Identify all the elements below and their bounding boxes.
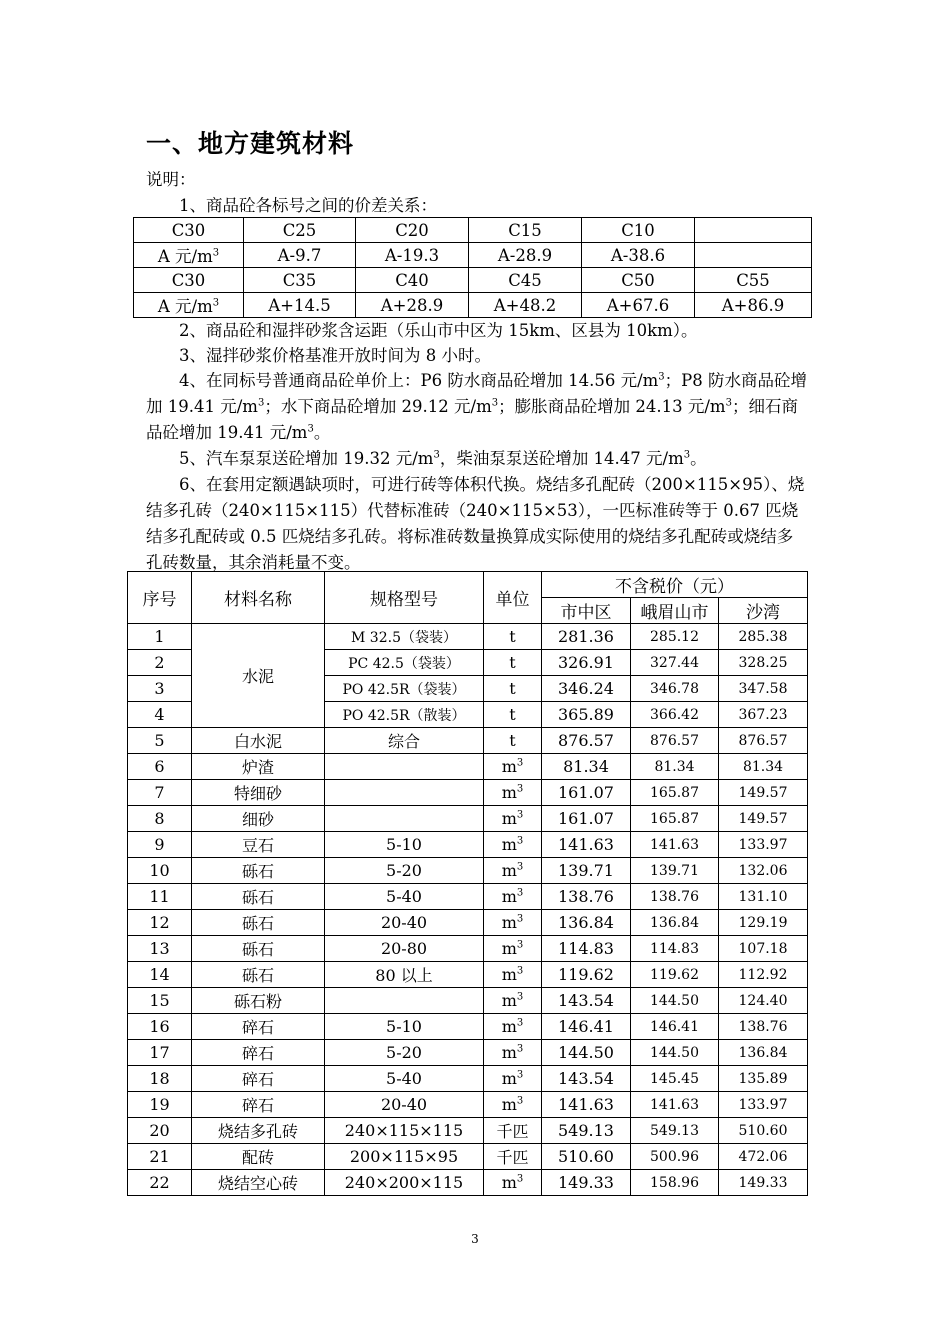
cell-p3: 149.57 bbox=[719, 806, 808, 832]
table-row bbox=[128, 936, 808, 962]
cell-seq: 3 bbox=[128, 676, 192, 702]
table-row bbox=[128, 832, 808, 858]
table-row bbox=[128, 1066, 808, 1092]
cell-p1: 136.84 bbox=[542, 910, 631, 936]
cell-spec: PO 42.5R（袋装） bbox=[325, 676, 484, 702]
cell-name: 砾石 bbox=[192, 936, 325, 962]
concrete-grade-table bbox=[133, 217, 812, 318]
page-number: 3 bbox=[471, 1232, 479, 1246]
cell-spec: 5-40 bbox=[325, 884, 484, 910]
cell-unit: t bbox=[484, 624, 542, 650]
cell-p2: 327.44 bbox=[631, 650, 719, 676]
cell-name: 砾石 bbox=[192, 962, 325, 988]
material-price-table bbox=[127, 571, 808, 1196]
cell-unit: t bbox=[484, 702, 542, 728]
cell-unit: t bbox=[484, 676, 542, 702]
header-region: 市中区 bbox=[542, 598, 631, 624]
table-cell: C35 bbox=[244, 268, 356, 293]
cell-spec: 综合 bbox=[325, 728, 484, 754]
table-row bbox=[128, 754, 808, 780]
cell-unit: 千匹 bbox=[484, 1118, 542, 1144]
cell-p2: 366.42 bbox=[631, 702, 719, 728]
cell-seq: 15 bbox=[128, 988, 192, 1014]
cell-p3: 876.57 bbox=[719, 728, 808, 754]
cell-unit: 千匹 bbox=[484, 1144, 542, 1170]
note-2: 2、商品砼和湿拌砂浆含运距（乐山市中区为 15km、区县为 10km）。 bbox=[179, 321, 698, 340]
cell-unit: $m^3$ bbox=[484, 832, 542, 858]
cell-seq: 9 bbox=[128, 832, 192, 858]
cell-seq: 5 bbox=[128, 728, 192, 754]
cell-spec: 5-10 bbox=[325, 832, 484, 858]
header-name: 材料名称 bbox=[192, 572, 325, 624]
cell-name: 细砂 bbox=[192, 806, 325, 832]
cell-seq: 21 bbox=[128, 1144, 192, 1170]
cell-p3: 149.33 bbox=[719, 1170, 808, 1196]
cell-p1: 141.63 bbox=[542, 1092, 631, 1118]
cell-spec bbox=[325, 780, 484, 806]
cell-name: 砾石 bbox=[192, 910, 325, 936]
cell-unit: $m^3$ bbox=[484, 1066, 542, 1092]
cell-spec: PC 42.5（袋装） bbox=[325, 650, 484, 676]
table-row bbox=[128, 962, 808, 988]
cell-spec: 240×200×115 bbox=[325, 1170, 484, 1196]
cell-p2: 81.34 bbox=[631, 754, 719, 780]
cell-p1: 143.54 bbox=[542, 1066, 631, 1092]
cell-seq: 1 bbox=[128, 624, 192, 650]
cell-p1: 876.57 bbox=[542, 728, 631, 754]
cell-spec: 5-20 bbox=[325, 1040, 484, 1066]
table-row bbox=[128, 858, 808, 884]
cell-p3: 367.23 bbox=[719, 702, 808, 728]
note-3: 3、湿拌砂浆价格基准开放时间为 8 小时。 bbox=[179, 346, 491, 365]
cell-p3: 124.40 bbox=[719, 988, 808, 1014]
cell-seq: 22 bbox=[128, 1170, 192, 1196]
cell-spec bbox=[325, 754, 484, 780]
header-region: 峨眉山市 bbox=[631, 598, 719, 624]
cell-unit: $m^3$ bbox=[484, 1170, 542, 1196]
cell-p2: 119.62 bbox=[631, 962, 719, 988]
cell-p2: 138.76 bbox=[631, 884, 719, 910]
cell-unit: t bbox=[484, 650, 542, 676]
cell-p2: 165.87 bbox=[631, 806, 719, 832]
cell-p1: 161.07 bbox=[542, 780, 631, 806]
cell-spec bbox=[325, 806, 484, 832]
cell-p3: 135.89 bbox=[719, 1066, 808, 1092]
table-row bbox=[128, 806, 808, 832]
cell-unit: $m^3$ bbox=[484, 858, 542, 884]
cell-p3: 112.92 bbox=[719, 962, 808, 988]
note-1: 1、商品砼各标号之间的价差关系： bbox=[179, 196, 437, 215]
cell-unit: t bbox=[484, 728, 542, 754]
note-6: 6、在套用定额遇缺项时，可进行砖等体积代换。烧结多孔配砖（200×115×95）、烧结多孔砖（240×115×115）代替标准砖（240×115×53），一匹标准砖等于 0.67 匹烧结多孔配砖或 0.5 匹烧结多孔砖。将标准砖数量换算成实际使用的烧结多孔配砖或烧结多孔砖数量，其余消耗量不变。 bbox=[146, 475, 805, 572]
table-row bbox=[134, 268, 812, 293]
cell-p1: 143.54 bbox=[542, 988, 631, 1014]
cell-name: 豆石 bbox=[192, 832, 325, 858]
cell-p2: 549.13 bbox=[631, 1118, 719, 1144]
cell-p1: 281.36 bbox=[542, 624, 631, 650]
table-row bbox=[128, 1170, 808, 1196]
table-row bbox=[134, 243, 812, 268]
cell-p3: 328.25 bbox=[719, 650, 808, 676]
table-cell: A+48.2 bbox=[469, 293, 582, 318]
cell-p2: 141.63 bbox=[631, 832, 719, 858]
cell-p1: 510.60 bbox=[542, 1144, 631, 1170]
cell-p1: 161.07 bbox=[542, 806, 631, 832]
note-4: 4、在同标号普通商品砼单价上：P6 防水商品砼增加 14.56 元$/m^3$；P8 防水商品砼增加 19.41 元$/m^3$；水下商品砼增加 29.12 元$/m^3$；膨胀商品砼增加 24.13 元$/m^3$；细石商品砼增加 19.41 元$/m^3$。 bbox=[146, 371, 808, 442]
cell-p1: 146.41 bbox=[542, 1014, 631, 1040]
cell-spec: M 32.5（袋装） bbox=[325, 624, 484, 650]
cell-name: 砾石粉 bbox=[192, 988, 325, 1014]
cell-seq: 18 bbox=[128, 1066, 192, 1092]
table-row bbox=[128, 1144, 808, 1170]
cell-p3: 129.19 bbox=[719, 910, 808, 936]
cell-p1: 549.13 bbox=[542, 1118, 631, 1144]
table-row bbox=[128, 1040, 808, 1066]
cell-p2: 136.84 bbox=[631, 910, 719, 936]
cell-p3: 132.06 bbox=[719, 858, 808, 884]
table-row bbox=[134, 293, 812, 318]
cell-p3: 510.60 bbox=[719, 1118, 808, 1144]
cell-p3: 133.97 bbox=[719, 832, 808, 858]
cell-seq: 2 bbox=[128, 650, 192, 676]
table-cell: A+14.5 bbox=[244, 293, 356, 318]
cell-unit: $m^3$ bbox=[484, 1092, 542, 1118]
cell-seq: 12 bbox=[128, 910, 192, 936]
cell-name: 砾石 bbox=[192, 858, 325, 884]
cell-name: 烧结空心砖 bbox=[192, 1170, 325, 1196]
table-cell: C30 bbox=[134, 268, 244, 293]
cell-name: 配砖 bbox=[192, 1144, 325, 1170]
cell-seq: 4 bbox=[128, 702, 192, 728]
cell-p1: 138.76 bbox=[542, 884, 631, 910]
cell-spec: 5-20 bbox=[325, 858, 484, 884]
cell-spec: 200×115×95 bbox=[325, 1144, 484, 1170]
cell-seq: 17 bbox=[128, 1040, 192, 1066]
cell-p1: 81.34 bbox=[542, 754, 631, 780]
table-cell: C30 bbox=[134, 218, 244, 243]
table-cell: A-19.3 bbox=[356, 243, 469, 268]
cell-spec: 5-10 bbox=[325, 1014, 484, 1040]
table-row bbox=[128, 884, 808, 910]
intro-label: 说明： bbox=[146, 170, 196, 189]
cell-seq: 7 bbox=[128, 780, 192, 806]
cell-p3: 138.76 bbox=[719, 1014, 808, 1040]
table-row bbox=[128, 1118, 808, 1144]
cell-seq: 6 bbox=[128, 754, 192, 780]
cell-spec: 5-40 bbox=[325, 1066, 484, 1092]
cell-p2: 141.63 bbox=[631, 1092, 719, 1118]
cell-p1: 114.83 bbox=[542, 936, 631, 962]
table-cell bbox=[695, 243, 812, 268]
section-title: 一、地方建筑材料 bbox=[146, 129, 355, 158]
header-unit: 单位 bbox=[484, 572, 542, 624]
cell-name: 特细砂 bbox=[192, 780, 325, 806]
cell-p1: 149.33 bbox=[542, 1170, 631, 1196]
header-spec: 规格型号 bbox=[325, 572, 484, 624]
cell-seq: 20 bbox=[128, 1118, 192, 1144]
cell-unit: $m^3$ bbox=[484, 1014, 542, 1040]
cell-name: 碎石 bbox=[192, 1066, 325, 1092]
cell-seq: 8 bbox=[128, 806, 192, 832]
table-row bbox=[128, 728, 808, 754]
table-row bbox=[128, 910, 808, 936]
cell-p1: 346.24 bbox=[542, 676, 631, 702]
cell-unit: $m^3$ bbox=[484, 962, 542, 988]
table-cell: A+28.9 bbox=[356, 293, 469, 318]
table-cell: C55 bbox=[695, 268, 812, 293]
cell-p3: 136.84 bbox=[719, 1040, 808, 1066]
table-cell: A+86.9 bbox=[695, 293, 812, 318]
table-cell: C25 bbox=[244, 218, 356, 243]
table-row bbox=[128, 780, 808, 806]
cell-spec: 80 以上 bbox=[325, 962, 484, 988]
cell-p1: 141.63 bbox=[542, 832, 631, 858]
cell-p3: 81.34 bbox=[719, 754, 808, 780]
cell-p3: 131.10 bbox=[719, 884, 808, 910]
cell-p3: 472.06 bbox=[719, 1144, 808, 1170]
cell-name: 炉渣 bbox=[192, 754, 325, 780]
cell-p2: 346.78 bbox=[631, 676, 719, 702]
cell-seq: 16 bbox=[128, 1014, 192, 1040]
table-cell: C50 bbox=[582, 268, 695, 293]
cell-p2: 114.83 bbox=[631, 936, 719, 962]
cell-seq: 19 bbox=[128, 1092, 192, 1118]
cell-spec: 20-80 bbox=[325, 936, 484, 962]
table-row bbox=[128, 1014, 808, 1040]
table-header-row bbox=[128, 572, 808, 598]
cell-unit: $m^3$ bbox=[484, 806, 542, 832]
cell-unit: $m^3$ bbox=[484, 1040, 542, 1066]
table-row bbox=[128, 624, 808, 650]
cell-seq: 11 bbox=[128, 884, 192, 910]
cell-seq: 13 bbox=[128, 936, 192, 962]
cell-spec bbox=[325, 988, 484, 1014]
cell-p2: 158.96 bbox=[631, 1170, 719, 1196]
table-row bbox=[134, 218, 812, 243]
cell-name: 碎石 bbox=[192, 1014, 325, 1040]
cell-p3: 285.38 bbox=[719, 624, 808, 650]
cell-p1: 144.50 bbox=[542, 1040, 631, 1066]
cell-unit: $m^3$ bbox=[484, 754, 542, 780]
table-cell: A 元$/m^3$ bbox=[134, 243, 244, 268]
cell-unit: $m^3$ bbox=[484, 910, 542, 936]
cell-p2: 165.87 bbox=[631, 780, 719, 806]
cell-p3: 133.97 bbox=[719, 1092, 808, 1118]
cell-unit: $m^3$ bbox=[484, 988, 542, 1014]
table-cell: A-9.7 bbox=[244, 243, 356, 268]
note-5: 5、汽车泵泵送砼增加 19.32 元$/m^3$，柴油泵泵送砼增加 14.47 元$/m^3$。 bbox=[179, 449, 707, 468]
cell-p2: 145.45 bbox=[631, 1066, 719, 1092]
table-cell: A-28.9 bbox=[469, 243, 582, 268]
table-cell: C45 bbox=[469, 268, 582, 293]
table-row bbox=[128, 1092, 808, 1118]
header-price-group: 不含税价（元） bbox=[542, 572, 808, 598]
cell-p2: 144.50 bbox=[631, 988, 719, 1014]
cell-p2: 285.12 bbox=[631, 624, 719, 650]
cell-p2: 139.71 bbox=[631, 858, 719, 884]
cell-spec: 240×115×115 bbox=[325, 1118, 484, 1144]
cell-name: 白水泥 bbox=[192, 728, 325, 754]
cell-unit: $m^3$ bbox=[484, 780, 542, 806]
cell-spec: 20-40 bbox=[325, 1092, 484, 1118]
cell-unit: $m^3$ bbox=[484, 884, 542, 910]
table-cell: A-38.6 bbox=[582, 243, 695, 268]
header-region: 沙湾 bbox=[719, 598, 808, 624]
cell-p3: 149.57 bbox=[719, 780, 808, 806]
table-cell: C10 bbox=[582, 218, 695, 243]
header-seq: 序号 bbox=[128, 572, 192, 624]
table-cell: A+67.6 bbox=[582, 293, 695, 318]
table-cell: A 元$/m^3$ bbox=[134, 293, 244, 318]
cell-unit: $m^3$ bbox=[484, 936, 542, 962]
table-cell bbox=[695, 218, 812, 243]
cell-p1: 119.62 bbox=[542, 962, 631, 988]
cell-p2: 876.57 bbox=[631, 728, 719, 754]
cell-p3: 347.58 bbox=[719, 676, 808, 702]
cell-p3: 107.18 bbox=[719, 936, 808, 962]
cell-name: 烧结多孔砖 bbox=[192, 1118, 325, 1144]
cell-name: 碎石 bbox=[192, 1092, 325, 1118]
table-cell: C20 bbox=[356, 218, 469, 243]
cell-spec: PO 42.5R（散装） bbox=[325, 702, 484, 728]
cell-name: 水泥 bbox=[192, 624, 325, 728]
table-cell: C15 bbox=[469, 218, 582, 243]
cell-p1: 326.91 bbox=[542, 650, 631, 676]
cell-p1: 139.71 bbox=[542, 858, 631, 884]
cell-p2: 500.96 bbox=[631, 1144, 719, 1170]
cell-name: 砾石 bbox=[192, 884, 325, 910]
cell-seq: 10 bbox=[128, 858, 192, 884]
cell-p2: 146.41 bbox=[631, 1014, 719, 1040]
cell-seq: 14 bbox=[128, 962, 192, 988]
cell-p1: 365.89 bbox=[542, 702, 631, 728]
cell-p2: 144.50 bbox=[631, 1040, 719, 1066]
table-cell: C40 bbox=[356, 268, 469, 293]
cell-name: 碎石 bbox=[192, 1040, 325, 1066]
table-row bbox=[128, 988, 808, 1014]
cell-spec: 20-40 bbox=[325, 910, 484, 936]
